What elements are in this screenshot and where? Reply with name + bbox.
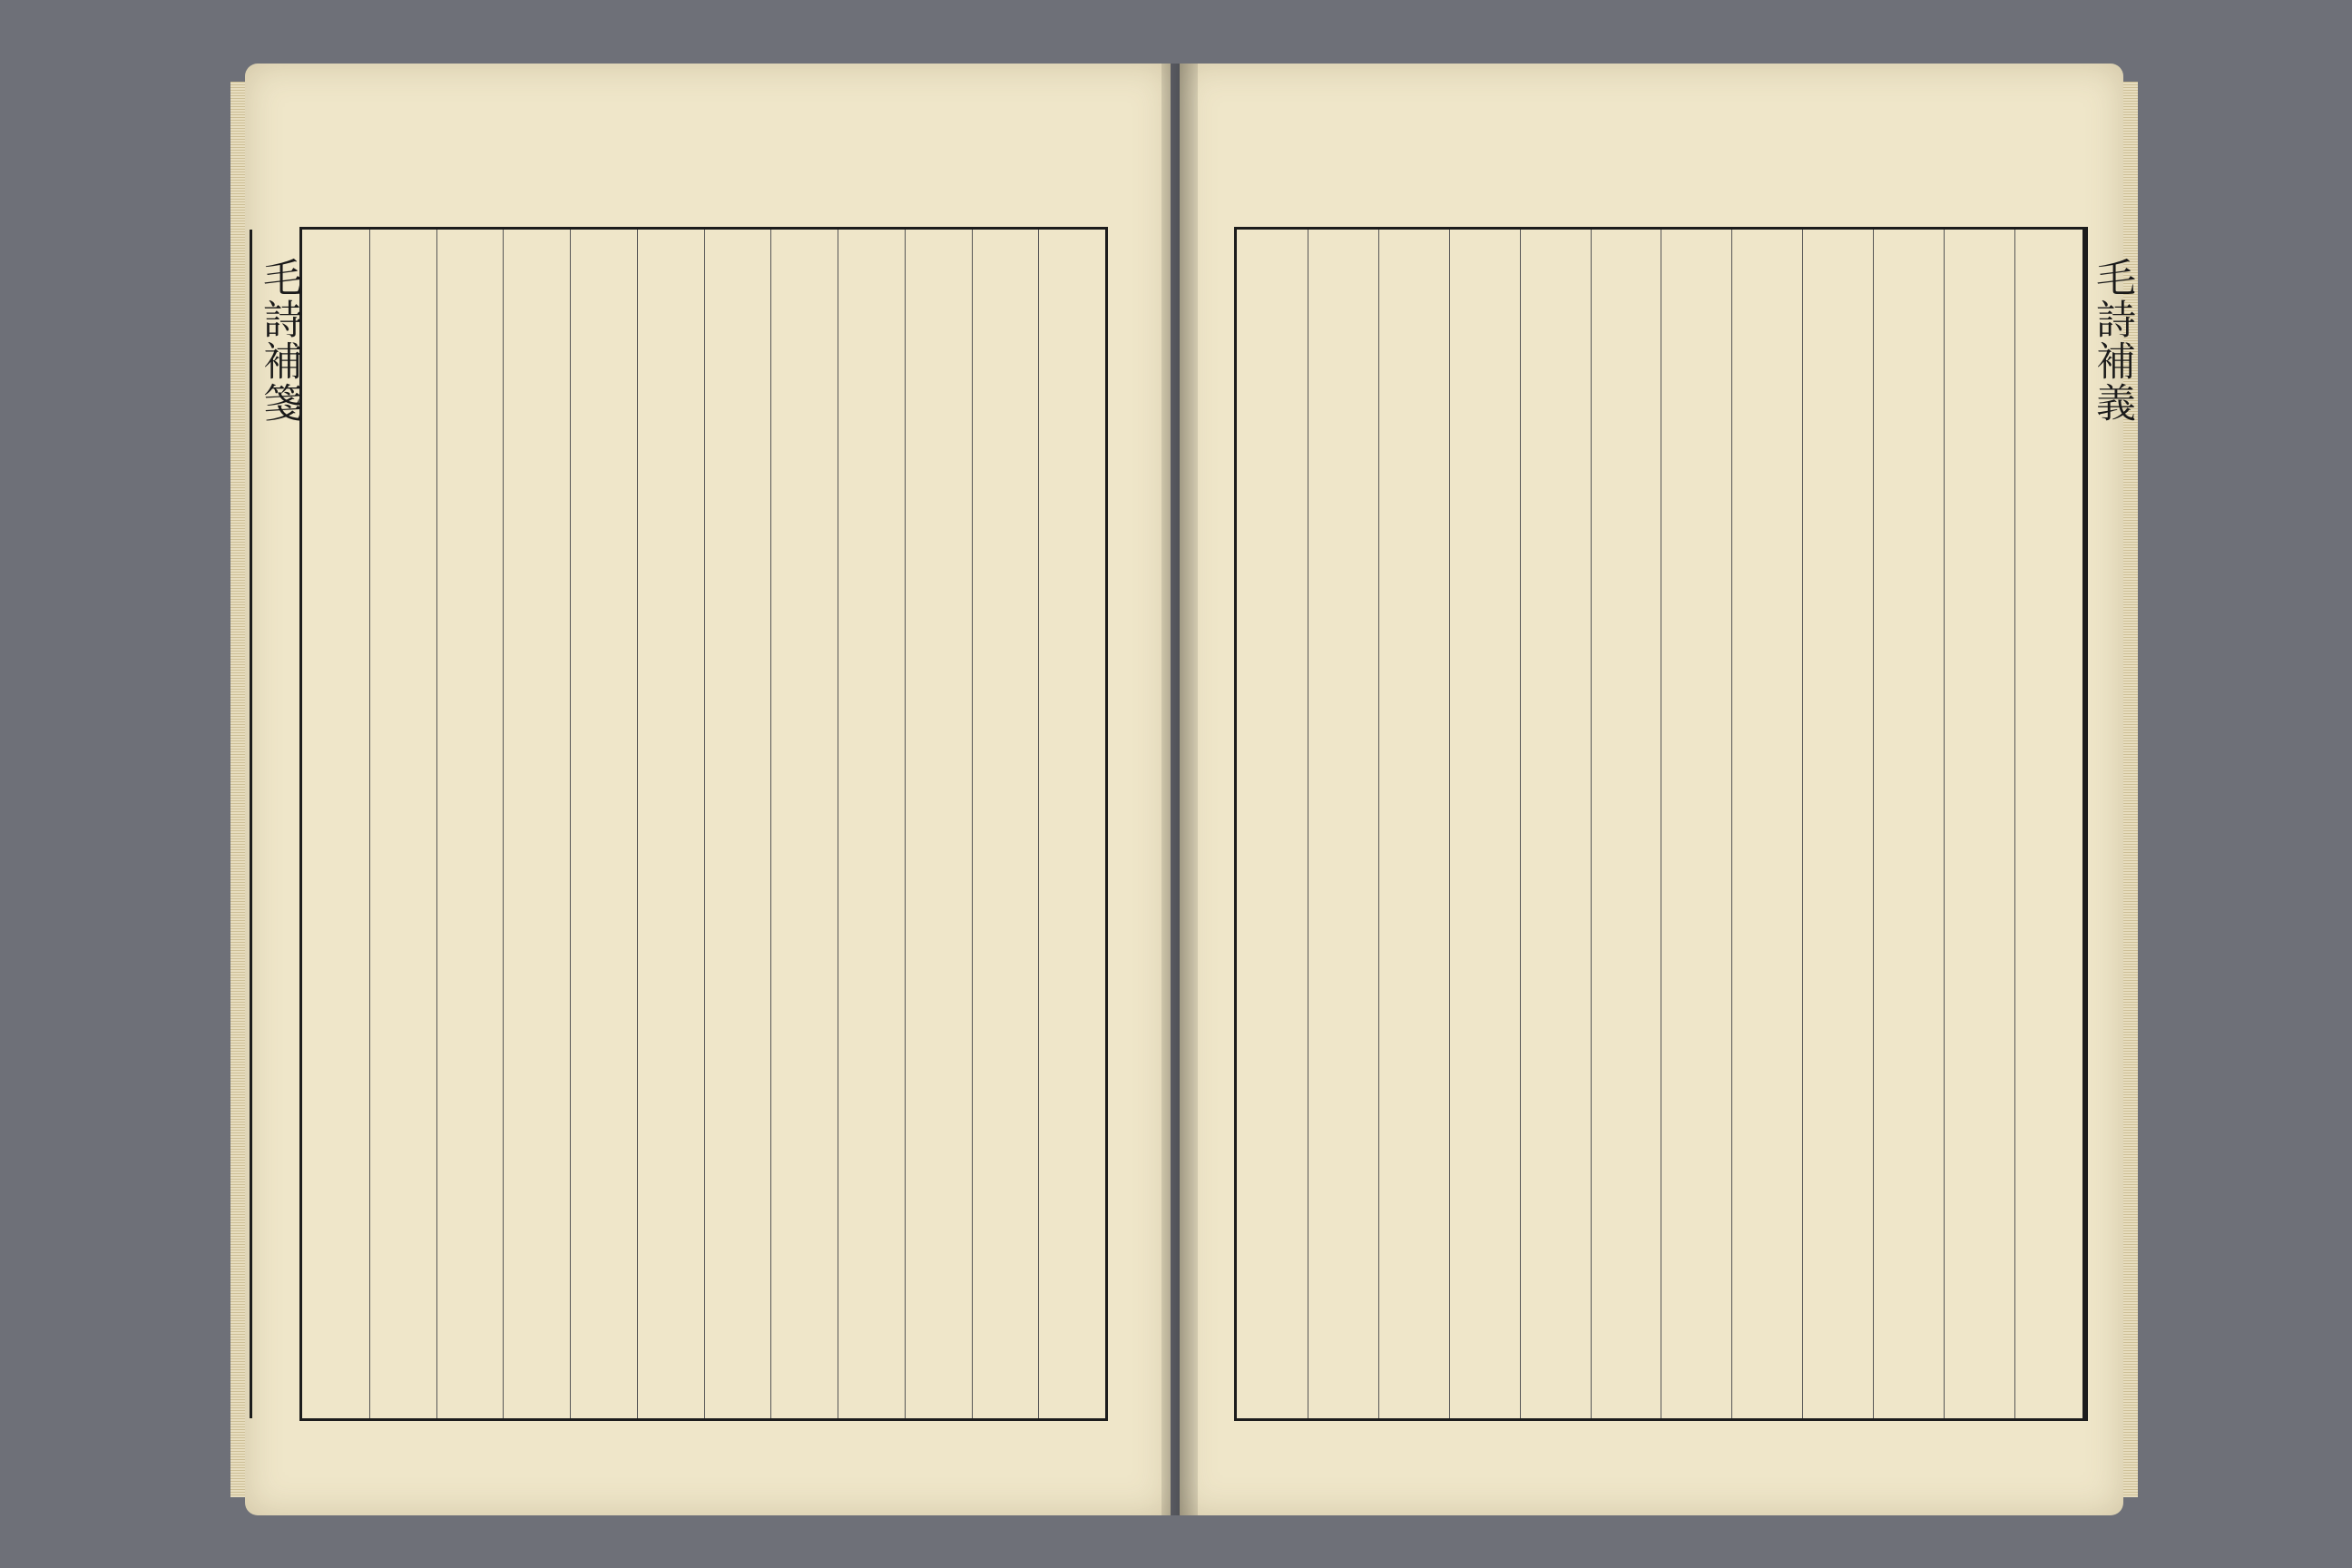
left-column-heading: 毛詩補箋 <box>256 257 302 424</box>
right-text-block <box>1234 227 2135 1421</box>
text-column <box>436 230 504 1418</box>
text-column <box>1661 230 1731 1418</box>
page-edge-left <box>230 82 245 1497</box>
text-column <box>770 230 838 1418</box>
text-column <box>503 230 570 1418</box>
text-column <box>838 230 905 1418</box>
text-column <box>1731 230 1802 1418</box>
text-column <box>369 230 436 1418</box>
book-spread <box>245 64 2135 1515</box>
text-column <box>1449 230 1520 1418</box>
text-column <box>1038 230 1105 1418</box>
right-label-column <box>2082 230 2138 1418</box>
left-text-block <box>256 227 1108 1421</box>
left-label-column <box>250 230 305 1418</box>
text-column <box>905 230 972 1418</box>
text-column <box>1308 230 1378 1418</box>
left-text-columns <box>302 230 1105 1418</box>
text-column <box>1237 230 1308 1418</box>
text-column <box>1591 230 1661 1418</box>
text-column <box>2014 230 2085 1418</box>
right-text-columns <box>1237 230 2085 1418</box>
text-column <box>1378 230 1449 1418</box>
text-column <box>637 230 704 1418</box>
text-column <box>1944 230 2014 1418</box>
book-gutter <box>1161 64 1198 1515</box>
text-column <box>972 230 1039 1418</box>
text-column <box>570 230 637 1418</box>
text-column <box>1873 230 1944 1418</box>
text-column <box>302 230 369 1418</box>
text-column <box>1520 230 1591 1418</box>
left-page <box>245 64 1171 1515</box>
text-column <box>1802 230 1873 1418</box>
right-page <box>1180 64 2135 1515</box>
right-column-heading: 毛詩補義 <box>2089 257 2135 424</box>
text-column <box>704 230 771 1418</box>
